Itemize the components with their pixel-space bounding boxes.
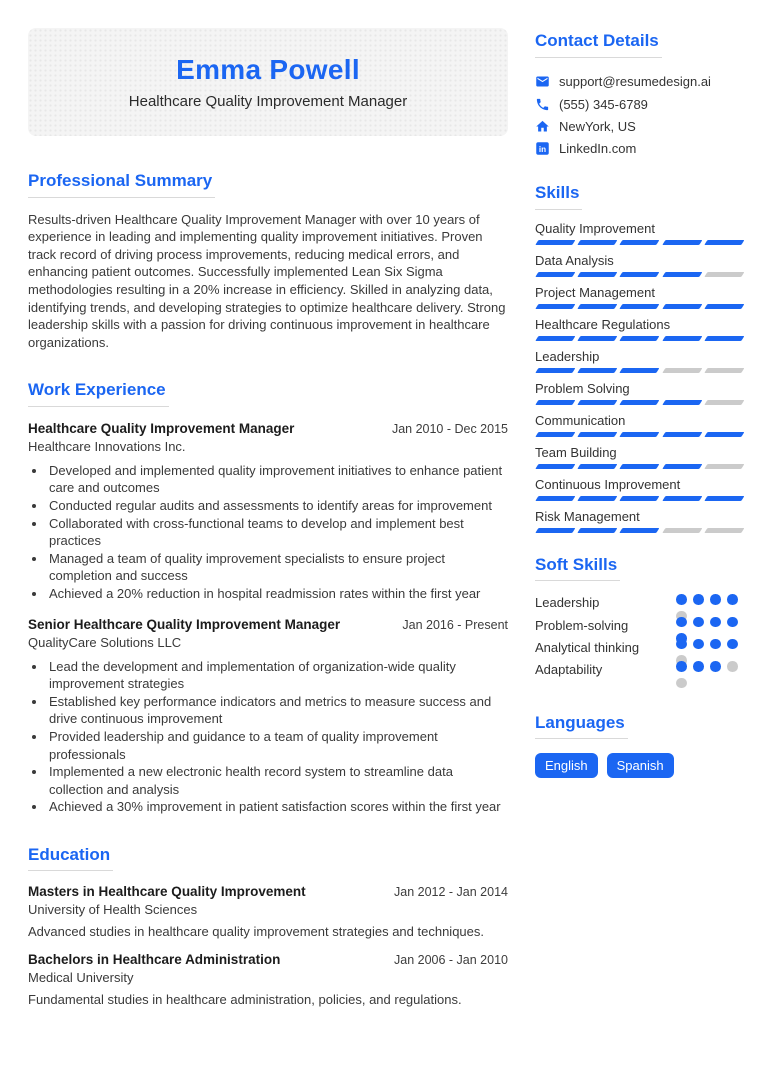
experience-heading: Work Experience	[28, 380, 169, 407]
skill-item	[535, 317, 745, 341]
skill-bar-segment	[704, 368, 744, 373]
skill-bar-segment	[578, 272, 618, 277]
bullet-item: • Developed and implemented quality improvement initiatives to enhance patient care and outcomes	[47, 462, 508, 497]
skill-item	[535, 349, 745, 373]
bullet-item: • Implemented a new electronic health record system to streamline data collection and analysis	[47, 763, 508, 798]
skill-bar-segment	[662, 528, 702, 533]
skill-bar-segment	[536, 240, 576, 245]
soft-skill-dot	[727, 594, 738, 605]
skill-bar-segment	[578, 432, 618, 437]
bullet-item: • Managed a team of quality improvement specialists to ensure project completion and success	[47, 550, 508, 585]
person-job-title: Healthcare Quality Improvement Manager	[128, 93, 408, 110]
soft-skills-list	[535, 593, 745, 695]
skill-item	[535, 381, 745, 405]
languages-heading: Languages	[535, 713, 628, 740]
job-header	[28, 421, 508, 436]
skill-bar-segment	[536, 368, 576, 373]
soft-skill-dot	[676, 617, 687, 628]
skill-bar-segment	[578, 240, 618, 245]
contact-location-text: NewYork, US	[559, 119, 636, 135]
header-card	[28, 28, 508, 136]
education-dates: Jan 2006 - Jan 2010	[394, 953, 508, 968]
soft-skill-dot	[710, 639, 721, 650]
job-title: Senior Healthcare Quality Improvement Manager	[28, 616, 341, 632]
contact-heading: Contact Details	[535, 31, 662, 58]
job-entry	[28, 617, 508, 816]
soft-skill-dots	[676, 617, 745, 639]
soft-skill-dot	[710, 617, 721, 628]
section-contact-details	[535, 31, 745, 160]
skill-bar-segment	[536, 496, 576, 501]
soft-skill-dot	[710, 594, 721, 605]
contact-item-location	[535, 115, 745, 137]
skill-bar	[535, 336, 745, 341]
linkedin-icon	[535, 141, 550, 156]
skill-bar-segment	[536, 432, 576, 437]
section-languages	[535, 713, 745, 779]
education-description: Advanced studies in healthcare quality improvement strategies and techniques.	[28, 924, 484, 940]
soft-skill-item	[535, 593, 745, 615]
skill-bar-segment	[536, 272, 576, 277]
bullet-item: • Achieved a 20% reduction in hospital readmission rates within the first year	[47, 585, 508, 603]
job-bullet-list	[28, 462, 508, 603]
skill-name: Risk Management	[535, 508, 640, 524]
language-chip: English	[535, 753, 598, 778]
soft-skill-name: Problem-solving	[535, 617, 629, 633]
skill-bar-segment	[662, 496, 702, 501]
skill-bar-segment	[662, 336, 702, 341]
language-chip: Spanish	[607, 753, 674, 778]
skill-name: Quality Improvement	[535, 220, 655, 236]
education-header	[28, 952, 508, 967]
soft-skill-dot	[710, 661, 721, 672]
skill-bar-segment	[536, 464, 576, 469]
skill-bar	[535, 240, 745, 245]
skill-bar-segment	[662, 368, 702, 373]
job-title: Healthcare Quality Improvement Manager	[28, 420, 295, 436]
soft-skill-dot	[727, 661, 738, 672]
phone-icon	[535, 97, 550, 112]
skill-item	[535, 413, 745, 437]
skill-bar-segment	[578, 400, 618, 405]
degree-title: Bachelors in Healthcare Administration	[28, 952, 281, 968]
skill-bar-segment	[704, 272, 744, 277]
skill-bar	[535, 464, 745, 469]
skill-bar-segment	[662, 464, 702, 469]
skill-bar-segment	[620, 304, 660, 309]
skills-heading: Skills	[535, 183, 582, 210]
skill-bar-segment	[578, 464, 618, 469]
education-header	[28, 884, 508, 899]
education-heading: Education	[28, 845, 113, 872]
skill-name: Continuous Improvement	[535, 476, 681, 492]
skill-bar-segment	[620, 336, 660, 341]
soft-skill-item	[535, 638, 745, 660]
job-entry	[28, 421, 508, 603]
soft-skill-dot	[676, 594, 687, 605]
skill-bar-segment	[704, 240, 744, 245]
education-entry	[28, 884, 508, 939]
soft-skill-item	[535, 616, 745, 638]
language-chips	[535, 753, 745, 778]
skill-bar-segment	[704, 336, 744, 341]
job-company: QualityCare Solutions LLC	[28, 634, 182, 650]
skill-bar-segment	[704, 464, 744, 469]
soft-skill-dot	[693, 617, 704, 628]
summary-heading: Professional Summary	[28, 171, 215, 198]
skill-name: Communication	[535, 412, 626, 428]
skill-name: Problem Solving	[535, 380, 630, 396]
skill-name: Team Building	[535, 444, 617, 460]
skill-bar-segment	[620, 272, 660, 277]
skill-item	[535, 221, 745, 245]
skill-bar	[535, 272, 745, 277]
degree-title: Masters in Healthcare Quality Improvement	[28, 884, 306, 900]
mail-icon	[535, 74, 550, 89]
bullet-item: • Collaborated with cross-functional teams to develop and implement best practices	[47, 515, 508, 550]
section-skills	[535, 183, 745, 533]
soft-skill-name: Analytical thinking	[535, 639, 640, 655]
bullet-item: • Achieved a 30% improvement in patient satisfaction scores within the first year	[47, 798, 508, 816]
skill-bar	[535, 496, 745, 501]
skill-bar-segment	[578, 336, 618, 341]
skill-item	[535, 253, 745, 277]
skill-bar-segment	[536, 400, 576, 405]
bullet-item: • Conducted regular audits and assessments to identify areas for improvement	[47, 497, 508, 515]
soft-skill-name: Leadership	[535, 595, 600, 611]
soft-skill-dot	[676, 678, 687, 689]
sidebar	[535, 28, 745, 1036]
skill-bar-segment	[662, 400, 702, 405]
skill-bar-segment	[662, 304, 702, 309]
skill-bar-segment	[704, 304, 744, 309]
skill-bar-segment	[704, 400, 744, 405]
bullet-item: • Provided leadership and guidance to a team of quality improvement professionals	[47, 728, 508, 763]
soft-skill-dot	[693, 639, 704, 650]
skill-bar-segment	[620, 368, 660, 373]
job-company: Healthcare Innovations Inc.	[28, 438, 186, 454]
skill-bar-segment	[662, 240, 702, 245]
skill-bar-segment	[578, 368, 618, 373]
soft-skill-name: Adaptability	[535, 662, 603, 678]
skill-name: Project Management	[535, 284, 655, 300]
soft-skill-dots	[676, 594, 745, 616]
home-icon	[535, 119, 550, 134]
skill-bar-segment	[536, 528, 576, 533]
soft-skill-dots	[676, 661, 745, 683]
education-description: Fundamental studies in healthcare administration, policies, and regulations.	[28, 992, 462, 1008]
contact-linkedin-text: LinkedIn.com	[559, 141, 637, 157]
skill-bar-segment	[704, 496, 744, 501]
section-education	[28, 845, 508, 1008]
skill-bar-segment	[662, 272, 702, 277]
skill-bar-segment	[704, 432, 744, 437]
skill-bar-segment	[620, 432, 660, 437]
summary-text: Results-driven Healthcare Quality Improvement Manager with over 10 years of experience in leading and implementing quality improvement initiatives. Proven track record of driving process improvements, reducing medical errors, and enhancing patient outcomes. Successfully implemented Lean Six Sigma methodologies resulting in a 20% increase in efficiency. Skilled in analyzing data, identifying trends, and developing strategies to optimize healthcare delivery. Strong leadership skills with a passion for driving continuous improvement in healthcare organizations.	[28, 211, 506, 350]
skill-bar-segment	[536, 304, 576, 309]
education-dates: Jan 2012 - Jan 2014	[394, 885, 508, 900]
section-professional-summary	[28, 171, 508, 351]
contact-phone-text: (555) 345-6789	[559, 96, 648, 112]
skill-name: Healthcare Regulations	[535, 316, 671, 332]
job-header	[28, 617, 508, 632]
bullet-item: • Lead the development and implementation of organization-wide quality improvement strategies	[47, 658, 508, 693]
skill-bar-segment	[620, 240, 660, 245]
contact-list	[535, 71, 745, 161]
soft-skill-dots	[676, 639, 745, 661]
soft-skill-dot	[676, 639, 687, 650]
job-dates: Jan 2010 - Dec 2015	[391, 421, 508, 436]
soft-skill-dot	[727, 617, 738, 628]
skills-list	[535, 221, 745, 533]
soft-skill-dot	[693, 661, 704, 672]
skill-name: Leadership	[535, 348, 600, 364]
job-bullet-list	[28, 658, 508, 816]
education-entry	[28, 952, 508, 1007]
school-name: University of Health Sciences	[28, 902, 198, 918]
skill-bar	[535, 400, 745, 405]
job-dates: Jan 2016 - Present	[402, 617, 508, 632]
person-name: Emma Powell	[176, 54, 360, 85]
skill-item	[535, 285, 745, 309]
skill-bar	[535, 528, 745, 533]
skill-item	[535, 477, 745, 501]
school-name: Medical University	[28, 970, 134, 986]
main-column	[28, 28, 508, 1036]
soft-skills-heading: Soft Skills	[535, 555, 620, 582]
skill-bar-segment	[620, 496, 660, 501]
svg-text:in: in	[538, 145, 547, 155]
skill-item	[535, 445, 745, 469]
skill-bar	[535, 432, 745, 437]
section-work-experience	[28, 380, 508, 816]
section-soft-skills	[535, 555, 745, 695]
skill-bar-segment	[536, 336, 576, 341]
skill-bar-segment	[704, 528, 744, 533]
soft-skill-dot	[693, 594, 704, 605]
contact-item-email	[535, 71, 745, 93]
contact-item-phone	[535, 93, 745, 115]
contact-email-text: support@resumedesign.ai	[559, 74, 711, 90]
skill-bar-segment	[620, 528, 660, 533]
skill-item	[535, 509, 745, 533]
skill-bar-segment	[620, 464, 660, 469]
soft-skill-dot	[676, 661, 687, 672]
skill-bar	[535, 304, 745, 309]
skill-bar-segment	[662, 432, 702, 437]
skill-bar-segment	[620, 400, 660, 405]
soft-skill-dot	[727, 639, 738, 650]
bullet-item: • Established key performance indicators and metrics to measure success and drive continuous improvement	[47, 693, 508, 728]
skill-bar-segment	[578, 496, 618, 501]
skill-bar-segment	[578, 304, 618, 309]
skill-bar-segment	[578, 528, 618, 533]
skill-name: Data Analysis	[535, 252, 614, 268]
soft-skill-item	[535, 660, 745, 682]
contact-item-linkedin	[535, 138, 745, 160]
skill-bar	[535, 368, 745, 373]
